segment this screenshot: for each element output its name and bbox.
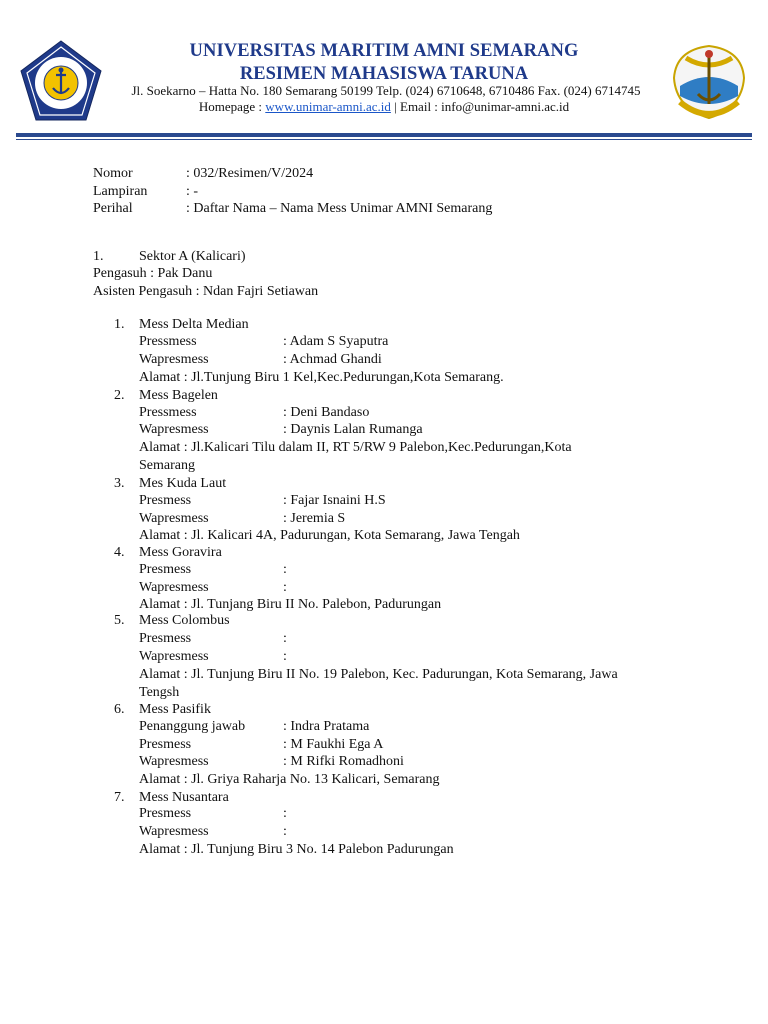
meta-value: : Daftar Nama – Nama Mess Unimar AMNI Semarang — [186, 201, 493, 216]
role-label: Penanggung jawab — [139, 719, 246, 734]
mess-address: Alamat : Jl. Tunjang Biru II No. Palebon, Padurungan — [139, 597, 442, 612]
meta-value: : - — [186, 183, 199, 199]
regiment-name: RESIMEN MAHASISWA TARUNA — [239, 64, 529, 84]
sector-asisten: Asisten Pengasuh : Ndan Fajri Setiawan — [93, 284, 319, 299]
role-value: : — [283, 806, 287, 821]
email-separator: | Email : — [390, 99, 442, 114]
role-value: : Jeremia S — [283, 511, 346, 526]
mess-address-cont: Tengsh — [139, 685, 180, 700]
role-value: : — [283, 649, 287, 664]
mess-name: Mess Bagelen — [139, 388, 218, 403]
role-value: : Adam S Syaputra — [283, 334, 389, 349]
role-label: Presmess — [139, 493, 192, 508]
mess-number: 5. — [114, 613, 125, 628]
meta-key: Nomor — [93, 166, 133, 181]
mess-address: Alamat : Jl. Kalicari 4A, Padurungan, Kota Semarang, Jawa Tengah — [139, 528, 520, 543]
sector-pengasuh: Pengasuh : Pak Danu — [93, 266, 213, 281]
meta-key: Perihal — [93, 201, 133, 216]
role-value: : Deni Bandaso — [283, 405, 370, 420]
role-value: : — [283, 631, 287, 646]
mess-name: Mess Colombus — [139, 613, 230, 628]
header-rule-thin — [16, 139, 752, 140]
regiment-emblem-logo — [666, 38, 752, 124]
header-rule-thick — [16, 133, 752, 137]
role-label: Presmess — [139, 631, 192, 646]
role-label: Presmess — [139, 737, 192, 752]
role-label: Wapresmess — [139, 580, 209, 595]
mess-number: 4. — [114, 545, 125, 560]
role-value: : Fajar Isnaini H.S — [283, 493, 386, 508]
mess-address: Alamat : Jl. Griya Raharja No. 13 Kalicari, Semarang — [139, 772, 440, 787]
role-value: : Indra Pratama — [283, 719, 370, 734]
mess-name: Mes Kuda Laut — [139, 476, 227, 491]
mess-name: Mess Nusantara — [139, 790, 229, 805]
contact-line — [100, 99, 668, 115]
role-label: Pressmess — [139, 405, 197, 420]
role-label: Wapresmess — [139, 511, 209, 526]
mess-name: Mess Goravira — [139, 545, 222, 560]
letter-meta — [93, 165, 492, 218]
homepage-label: Homepage : — [198, 99, 266, 114]
role-value: : Daynis Lalan Rumanga — [283, 422, 423, 437]
meta-row-perihal — [93, 200, 492, 218]
role-label: Wapresmess — [139, 754, 209, 769]
meta-key: Lampiran — [93, 183, 148, 199]
mess-name: Mess Delta Median — [139, 317, 249, 332]
mess-name: Mess Pasifik — [139, 702, 211, 717]
mess-number: 2. — [114, 388, 125, 403]
address-line: Jl. Soekarno – Hatta No. 180 Semarang 50199 Telp. (024) 6710648, 6710486 Fax. (024) 6714745 — [131, 83, 641, 98]
role-label: Wapresmess — [139, 824, 209, 839]
role-label: Pressmess — [139, 334, 197, 349]
mess-address: Alamat : Jl.Kalicari Tilu dalam II, RT 5/RW 9 Palebon,Kec.Pedurungan,Kota — [139, 440, 572, 455]
role-value: : — [283, 562, 287, 577]
university-name: UNIVERSITAS MARITIM AMNI SEMARANG — [189, 41, 579, 61]
role-label: Wapresmess — [139, 649, 209, 664]
email-address: info@unimar-amni.ac.id — [441, 99, 570, 114]
meta-row-lampiran — [93, 183, 492, 201]
role-label: Presmess — [139, 806, 192, 821]
sector-title: Sektor A (Kalicari) — [139, 249, 246, 264]
mess-address: Alamat : Jl.Tunjung Biru 1 Kel,Kec.Pedurungan,Kota Semarang. — [139, 370, 504, 385]
role-value: : Achmad Ghandi — [283, 352, 382, 367]
university-seal-logo — [18, 38, 104, 124]
mess-number: 6. — [114, 702, 125, 717]
meta-value: : 032/Resimen/V/2024 — [186, 166, 314, 181]
role-label: Wapresmess — [139, 422, 209, 437]
role-label: Presmess — [139, 562, 192, 577]
meta-row-nomor — [93, 165, 492, 183]
mess-address: Alamat : Jl. Tunjung Biru II No. 19 Palebon, Kec. Padurungan, Kota Semarang, Jawa — [139, 667, 618, 682]
mess-number: 7. — [114, 790, 125, 805]
role-label: Wapresmess — [139, 352, 209, 367]
role-value: : M Faukhi Ega A — [283, 737, 384, 752]
role-value: : — [283, 824, 287, 839]
role-value: : M Rifki Romadhoni — [283, 754, 404, 769]
mess-number: 3. — [114, 476, 125, 491]
sector-number: 1. — [93, 249, 104, 264]
mess-address: Alamat : Jl. Tunjung Biru 3 No. 14 Palebon Padurungan — [139, 842, 454, 857]
role-value: : — [283, 580, 287, 595]
mess-address-cont: Semarang — [139, 458, 195, 473]
homepage-link[interactable]: www.unimar-amni.ac.id — [265, 99, 391, 114]
mess-number: 1. — [114, 317, 125, 332]
letterhead — [0, 0, 768, 140]
